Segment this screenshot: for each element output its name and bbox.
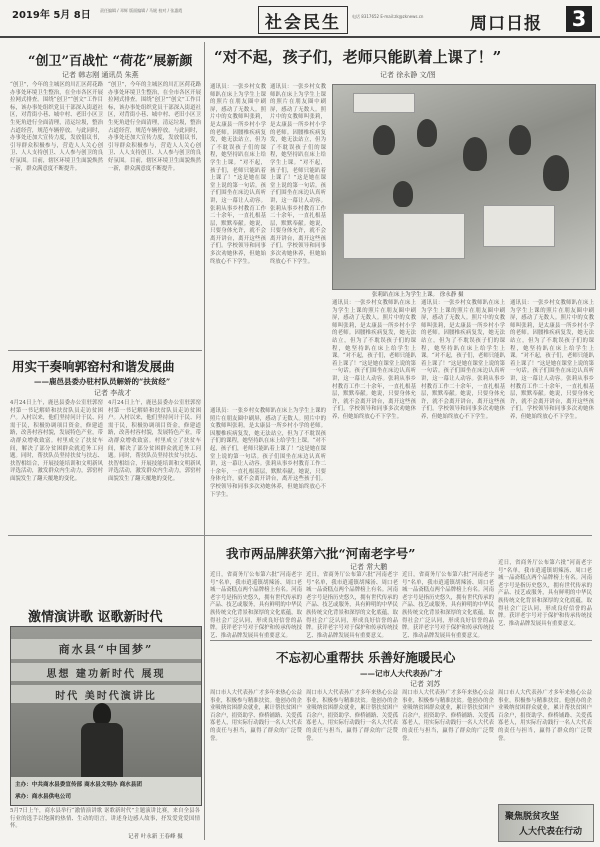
student-figure (543, 155, 569, 191)
column-rule (204, 540, 205, 840)
byline-chuangwei: 记者 韩志刚 通讯员 朱燕 (62, 71, 139, 79)
article-title-speech: 激情演讲歌 讴歌新时代 (28, 610, 163, 625)
article-title-guofa: 用实干奏响郭窑村和谐发展曲 (12, 359, 175, 374)
article-body-kneel: 通讯员：一张乡村女教师趴在床上为学生上课的照片在朋友圈中刷屏，感动了无数人。照片中的女教师叫张莉，是太康县一所乡村小学的老师。因腰椎疾病复发，她无法站立，但为了不耽误孩子们的课程，她坚持趴在床上给学生上课。“对不起，孩子们，老师只能趴着上课了！”这是她在课堂上说的第一句话。孩子们围坐在床边认真听讲，这一幕让人动容。张莉从事乡村教育工作二十余年，一直扎根基层，默默奉献。她说，只要身体允许，就不会离开讲台，离开这些孩子们。学校领导和同事多次劝她休养，但她始终放心不下学生。 (210, 84, 266, 265)
article-body-brands-cont: 近日，省商务厅公布第六批“河南老字号”名单，我市逍遥镇胡辣汤、周口老城一品斋糕点两个品牌榜上有名。河南老字号是指历史悠久，拥有世代传承的产品、技艺或服务，具有鲜明的中华民族传统文化背景和深厚的文化底蕴，取得社会广泛认同，形成良好信誉的品牌。获评老字号对于保护和传承传统技艺、推动品牌发展具有重要意义。 (306, 572, 398, 639)
poverty-banner-line2: 人大代表在行动 (519, 827, 583, 837)
article-body-chuangwei-cont: “创卫”，今年的主城区的川汇区荷花路办事处环境卫生整治，在全市各区开展拉网式排查。围绕“创卫”“创文”工作目标，该办事处组织党员干部深入街道社区，对背街小巷、城中村、老旧小区卫生死角进行全面清理，清运垃圾，整治占道经营，规范车辆停放。与此同时，办事处还加大宣传力度，发放倡议书，引导群众积极参与，营造人人关心创卫、人人支持创卫、人人参与创卫的良好氛围。目前，辖区环境卫生面貌焕然一新，群众满意度不断提升。 (108, 82, 201, 172)
student-figure (463, 137, 487, 171)
bed-shape (343, 213, 465, 259)
byline-brands: 记者 常大鹏 (350, 563, 388, 571)
column-rule (204, 42, 205, 542)
article-subtitle-heart: ——记市人大代表孙广才 (360, 669, 443, 678)
stage-banner-line2: 思想 建功新时代 展现 (11, 663, 201, 681)
byline-kneel: 记者 徐永静 文/图 (380, 71, 436, 79)
classroom-photo (332, 84, 596, 290)
speaker-body (81, 723, 123, 783)
section-title: 社会民生 (258, 6, 348, 34)
stage-banner-line1: 商水县“中国梦” (11, 639, 201, 659)
article-body-kneel-col4: 通讯员：一张乡村女教师趴在床上为学生上课的照片在朋友圈中刷屏，感动了无数人。照片中的女教师叫张莉，是太康县一所乡村小学的老师。因腰椎疾病复发，她无法站立，但为了不耽误孩子们的课程，她坚持趴在床上给学生上课。“对不起，孩子们，老师只能趴着上课了！”这是她在课堂上说的第一句话。孩子们围坐在床边认真听讲，这一幕让人动容。张莉从事乡村教育工作二十余年，一直扎根基层，默默奉献。她说，只要身体允许，就不会离开讲台，离开这些孩子们。学校领导和同事多次劝她休养，但她始终放心不下学生。 (421, 300, 505, 420)
editor-line: 责任编辑 / 邓辉 版面编辑 / 马媛 校对 / 张惠霞 (100, 8, 183, 13)
article-body-heart-col4: 周口市人大代表孙广才多年来热心公益事业，积极参与精准扶贫。他创办的企业吸纳贫困群众就业，累计帮扶贫困户百余户，捐资助学、修桥铺路、关爱孤寡老人，用实际行动践行一名人大代表的责任与担当，赢得了群众的广泛赞誉。 (498, 690, 592, 742)
contact-line: 电话 8317652 E-mail:zk@zknews.cn (352, 14, 424, 19)
article-subtitle-guofa: ——鹿邑县委办驻村队员解娇的“扶贫经” (34, 377, 171, 386)
student-figure (373, 125, 395, 155)
article-body-kneel-col6: 通讯员：一张乡村女教师趴在床上为学生上课的照片在朋友圈中刷屏，感动了无数人。照片中的女教师叫张莉，是太康县一所乡村小学的老师。因腰椎疾病复发，她无法站立，但为了不耽误孩子们的课程，她坚持趴在床上给学生上课。“对不起，孩子们，老师只能趴着上课了！”这是她在课堂上说的第一句话。孩子们围坐在床边认真听讲，这一幕让人动容。张莉从事乡村教育工作二十余年，一直扎根基层，默默奉献。她说，只要身体允许，就不会离开讲台，离开这些孩子们。学校领导和同事多次劝她休养，但她始终放心不下学生。 (210, 408, 326, 498)
page-number: 3 (566, 6, 592, 32)
blackboard-shape (353, 93, 415, 113)
article-body-guofa-cont: 4月24日上午，鹿邑县委办公室驻郭窑村第一书记解娇和扶贫队员走访贫困户。入村以来，他们坚持问计于民、问需于民，积极协调项目资金，修建道路，改善村容村貌，发展特色产业，带动群众增收致富。村里成立了扶贫车间，解决了部分贫困群众就近务工问题。同时，帮扶队员坚持扶贫与扶志、扶智相结合，开展技能培训和文明新风评选活动，激发群众内生动力，郭窑村面貌发生了翻天覆地的变化。 (108, 400, 201, 482)
poverty-banner (498, 804, 594, 842)
article-title-brands: 我市两品牌获第六批“河南老字号” (226, 546, 416, 561)
masthead-logo: 周口日报 (470, 14, 542, 34)
speaker-head (93, 703, 111, 725)
article-body-heart-col3: 周口市人大代表孙广才多年来热心公益事业，积极参与精准扶贫。他创办的企业吸纳贫困群众就业，累计帮扶贫困户百余户，捐资助学、修桥铺路、关爱孤寡老人，用实际行动践行一名人大代表的责任与担当，赢得了群众的广泛赞誉。 (402, 690, 494, 742)
article-body-chuangwei: “创卫”，今年的主城区的川汇区荷花路办事处环境卫生整治，在全市各区开展拉网式排查。围绕“创卫”“创文”工作目标，该办事处组织党员干部深入街道社区，对背街小巷、城中村、老旧小区卫生死角进行全面清理，清运垃圾，整治占道经营，规范车辆停放。与此同时，办事处还加大宣传力度，发放倡议书，引导群众积极参与，营造人人关心创卫、人人支持创卫、人人参与创卫的良好氛围。目前，辖区环境卫生面貌焕然一新，群众满意度不断提升。 (10, 82, 103, 172)
article-body-kneel-col5: 通讯员：一张乡村女教师趴在床上为学生上课的照片在朋友圈中刷屏，感动了无数人。照片中的女教师叫张莉，是太康县一所乡村小学的老师。因腰椎疾病复发，她无法站立，但为了不耽误孩子们的课程，她坚持趴在床上给学生上课。“对不起，孩子们，老师只能趴着上课了！”这是她在课堂上说的第一句话。孩子们围坐在床边认真听讲，这一幕让人动容。张莉从事乡村教育工作二十余年，一直扎根基层，默默奉献。她说，只要身体允许，就不会离开讲台，离开这些孩子们。学校领导和同事多次劝她休养，但她始终放心不下学生。 (510, 300, 594, 420)
article-title-kneel: “对不起，孩子们，老师只能趴着上课了！” (214, 48, 502, 66)
photo-caption-kneel: 张莉趴在床上为学生上课。 徐永静 摄 (372, 292, 464, 298)
stage-banner-line3: 时代 美时代演讲比 (11, 685, 201, 703)
article-body-kneel-col3: 通讯员：一张乡村女教师趴在床上为学生上课的照片在朋友圈中刷屏，感动了无数人。照片中的女教师叫张莉，是太康县一所乡村小学的老师。因腰椎疾病复发，她无法站立，但为了不耽误孩子们的课程，她坚持趴在床上给学生上课。“对不起，孩子们，老师只能趴着上课了！”这是她在课堂上说的第一句话。孩子们围坐在床边认真听讲，这一幕让人动容。张莉从事乡村教育工作二十余年，一直扎根基层，默默奉献。她说，只要身体允许，就不会离开讲台，离开这些孩子们。学校领导和同事多次劝她休养，但她始终放心不下学生。 (332, 300, 416, 420)
column-rule (210, 640, 592, 641)
article-body-brands-col3: 近日，省商务厅公布第六批“河南老字号”名单，我市逍遥镇胡辣汤、周口老城一品斋糕点两个品牌榜上有名。河南老字号是指历史悠久，拥有世代传承的产品、技艺或服务，具有鲜明的中华民族传统文化背景和深厚的文化底蕴，取得社会广泛认同，形成良好信誉的品牌。获评老字号对于保护和传承传统技艺、推动品牌发展具有重要意义。 (402, 572, 494, 639)
article-body-kneel-cont: 通讯员：一张乡村女教师趴在床上为学生上课的照片在朋友圈中刷屏，感动了无数人。照片中的女教师叫张莉，是太康县一所乡村小学的老师。因腰椎疾病复发，她无法站立，但为了不耽误孩子们的课程，她坚持趴在床上给学生上课。“对不起，孩子们，老师只能趴着上课了！”这是她在课堂上说的第一句话。孩子们围坐在床边认真听讲，这一幕让人动容。张莉从事乡村教育工作二十余年，一直扎根基层，默默奉献。她说，只要身体允许，就不会离开讲台，离开这些孩子们。学校领导和同事多次劝她休养，但她始终放心不下学生。 (270, 84, 326, 265)
column-rule (8, 350, 202, 351)
article-body-guofa: 4月24日上午，鹿邑县委办公室驻郭窑村第一书记解娇和扶贫队员走访贫困户。入村以来，他们坚持问计于民、问需于民，积极协调项目资金，修建道路，改善村容村貌，发展特色产业，带动群众增收致富。村里成立了扶贫车间，解决了部分贫困群众就近务工问题。同时，帮扶队员坚持扶贫与扶志、扶智相结合，开展技能培训和文明新风评选活动，激发群众内生动力，郭窑村面貌发生了翻天覆地的变化。 (10, 400, 103, 482)
student-figure (509, 125, 531, 155)
student-figure (417, 119, 437, 147)
sponsor-board (11, 777, 201, 805)
article-body-heart-cont: 周口市人大代表孙广才多年来热心公益事业，积极参与精准扶贫。他创办的企业吸纳贫困群众就业，累计帮扶贫困户百余户，捐资助学、修桥铺路、关爱孤寡老人，用实际行动践行一名人大代表的责任与担当，赢得了群众的广泛赞誉。 (306, 690, 398, 742)
byline-heart: 记者 刘苏 (410, 680, 441, 688)
sponsor-line1: 主办：中共商水县委宣传部 商水县文明办 商水县团 (15, 782, 142, 788)
desk-shape (483, 205, 555, 247)
photo-caption-speech: 5月7日上午，商水县举行“激情演讲歌 讴歌新时代”主题演讲比赛，来自全县各行业的选手以饱满的热情、生动的语言，讲述身边感人故事，抒发爱党爱国情怀。 (10, 808, 200, 830)
issue-date: 2019年 5月 8日 (12, 10, 91, 21)
sponsor-line2: 承办：商水县供电公司 (15, 794, 71, 800)
article-title-chuangwei: “创卫”百战忙 “荷花”展新颜 (28, 54, 193, 69)
speech-contest-photo (10, 626, 202, 806)
article-body-heart: 周口市人大代表孙广才多年来热心公益事业，积极参与精准扶贫。他创办的企业吸纳贫困群众就业，累计帮扶贫困户百余户，捐资助学、修桥铺路、关爱孤寡老人，用实际行动践行一名人大代表的责任与担当，赢得了群众的广泛赞誉。 (210, 690, 302, 742)
article-body-brands-col4: 近日，省商务厅公布第六批“河南老字号”名单，我市逍遥镇胡辣汤、周口老城一品斋糕点两个品牌榜上有名。河南老字号是指历史悠久，拥有世代传承的产品、技艺或服务，具有鲜明的中华民族传统文化背景和深厚的文化底蕴，取得社会广泛认同，形成良好信誉的品牌。获评老字号对于保护和传承传统技艺、推动品牌发展具有重要意义。 (498, 560, 592, 627)
byline-guofa: 记者 李战才 (94, 389, 132, 397)
column-rule (8, 535, 592, 536)
teacher-figure (393, 181, 413, 207)
photo-credit-speech: 记者 叶永新 王春峰 摄 (128, 834, 183, 840)
article-title-heart: 不忘初心重帮扶 乐善好施暖民心 (276, 650, 456, 665)
poverty-banner-line1: 聚焦脱贫攻坚 (505, 812, 560, 822)
article-body-brands: 近日，省商务厅公布第六批“河南老字号”名单，我市逍遥镇胡辣汤、周口老城一品斋糕点两个品牌榜上有名。河南老字号是指历史悠久，拥有世代传承的产品、技艺或服务，具有鲜明的中华民族传统文化背景和深厚的文化底蕴，取得社会广泛认同，形成良好信誉的品牌。获评老字号对于保护和传承传统技艺、推动品牌发展具有重要意义。 (210, 572, 302, 639)
